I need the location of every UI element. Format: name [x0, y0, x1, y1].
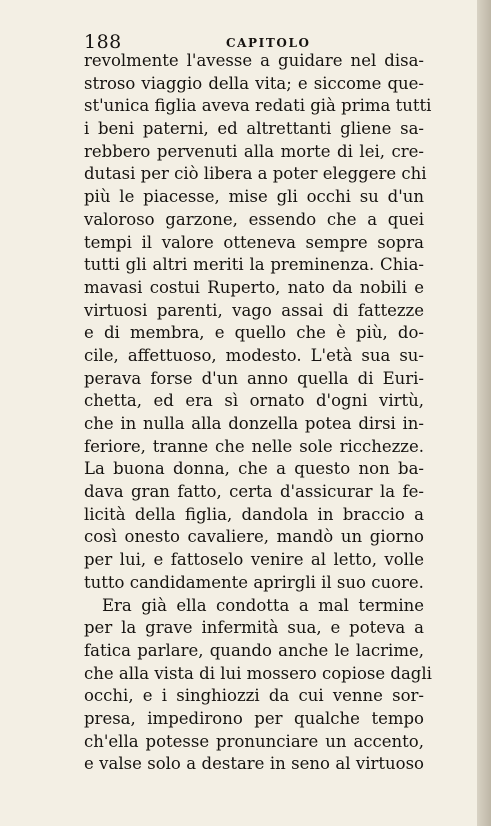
text-line: licità della figlia, dandola in braccio a — [84, 504, 424, 524]
text-line: presa, impedirono per qualche tempo — [84, 708, 424, 728]
text-line: st'unica figlia aveva redati già prima tutti — [84, 96, 432, 116]
text-line: revolmente l'avesse a guidare nel disa- — [84, 51, 424, 70]
text-line: dava gran fatto, certa d'assicurar la fe- — [84, 482, 424, 502]
text-line: stroso viaggio della vita; e siccome que- — [84, 73, 424, 93]
text-line: Era già ella condotta a mal termine — [102, 595, 424, 615]
text-line: cile, affettuoso, modesto. L'età sua su- — [84, 345, 424, 365]
text-line: i beni paterni, ed altrettanti gliene sa- — [84, 119, 424, 139]
text-line: mavasi costui Ruperto, nato da nobili e — [84, 277, 424, 297]
text-line: che alla vista di lui mossero copiose dagli — [84, 663, 432, 683]
text-line: perava forse d'un anno quella di Euri- — [84, 368, 424, 388]
text-line: per lui, e fattoselo venire al letto, volle — [84, 550, 424, 570]
text-line: chetta, ed era sì ornato d'ogni virtù, — [84, 391, 424, 411]
text-line: La buona donna, che a questo non ba- — [84, 459, 424, 479]
page-number: 188 — [84, 31, 122, 53]
text-line: fatica parlare, quando anche le lacrime, — [84, 640, 424, 660]
page-gutter-shadow — [477, 0, 491, 826]
text-line: e di membra, e quello che è più, do- — [84, 323, 424, 343]
text-line: così onesto cavaliere, mandò un giorno — [84, 527, 424, 547]
text-line: tempi il valore otteneva sempre sopra — [84, 232, 424, 252]
text-line: che in nulla alla donzella potea dirsi in- — [84, 414, 424, 433]
running-head: CAPITOLO — [226, 36, 311, 50]
text-line: occhi, e i singhiozzi da cui venne sor- — [84, 686, 424, 706]
text-line: virtuosi parenti, vago assai di fattezze — [84, 300, 424, 320]
text-line: valoroso garzone, essendo che a quei — [84, 209, 424, 229]
text-line: ch'ella potesse pronunciare un accento, — [84, 731, 424, 751]
text-line: tutti gli altri meriti la preminenza. Chia- — [84, 255, 424, 275]
text-line: e valse solo a destare in seno al virtuoso — [84, 754, 424, 774]
text-line: rebbero pervenuti alla morte di lei, cre- — [84, 141, 424, 161]
text-line: per la grave infermità sua, e poteva a — [84, 618, 424, 638]
text-line: dutasi per ciò libera a poter eleggere chi — [84, 164, 427, 184]
text-line: più le piacesse, mise gli occhi su d'un — [84, 187, 424, 207]
text-line: tutto candidamente aprirgli il suo cuore. — [84, 572, 424, 592]
text-line: feriore, tranne che nelle sole ricchezze. — [84, 436, 424, 456]
body-text — [84, 50, 432, 776]
